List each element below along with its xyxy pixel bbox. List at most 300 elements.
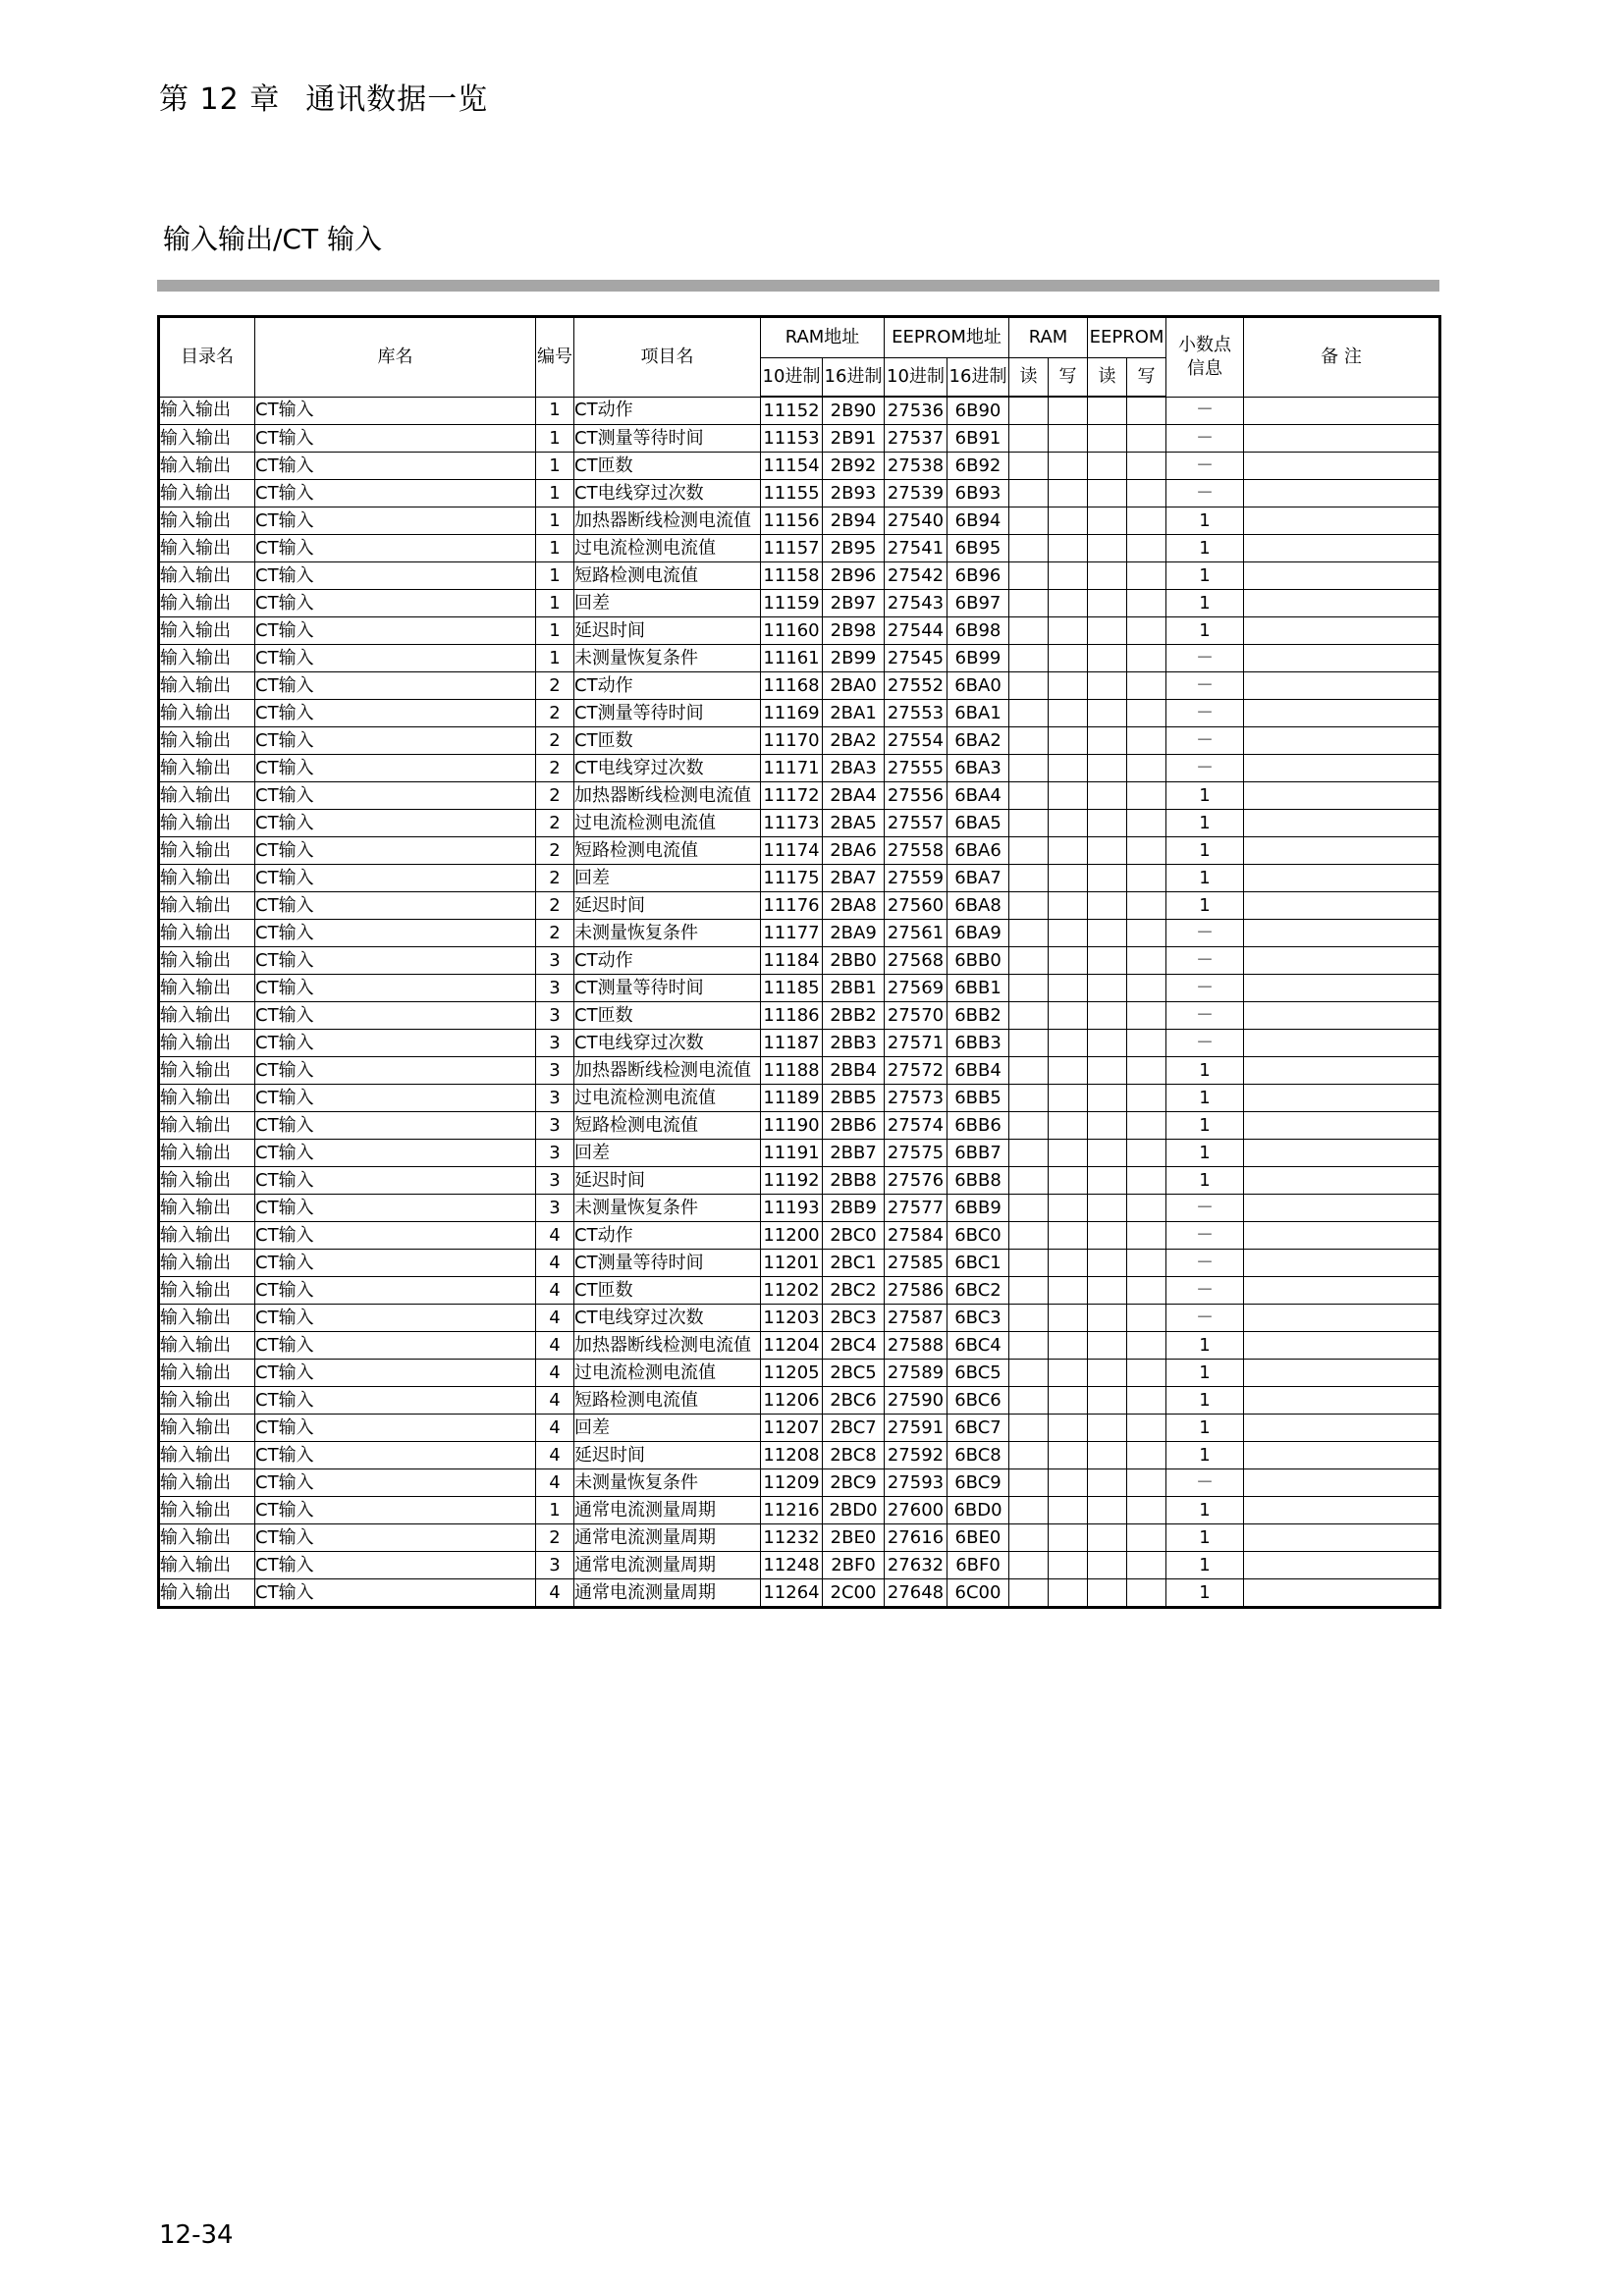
cell-ram-read xyxy=(1009,1524,1049,1552)
cell-ram-read xyxy=(1009,865,1049,892)
cell-remarks xyxy=(1244,1579,1440,1608)
cell-library: CT输入 xyxy=(255,1277,536,1305)
cell-ram-write xyxy=(1049,1167,1088,1195)
cell-item: 短路检测电流值 xyxy=(574,562,761,590)
cell-ram-write xyxy=(1049,1442,1088,1469)
cell-item: CT测量等待时间 xyxy=(574,425,761,453)
cell-remarks xyxy=(1244,425,1440,453)
cell-number: 3 xyxy=(536,1195,574,1222)
cell-eeprom-write xyxy=(1127,425,1166,453)
cell-eeprom-read xyxy=(1088,617,1127,645)
header-eeprom-dec: 10进制 xyxy=(885,358,947,398)
cell-eeprom-hex: 6BB1 xyxy=(947,975,1009,1002)
table-row xyxy=(159,782,1440,810)
cell-eeprom-write xyxy=(1127,1195,1166,1222)
cell-eeprom-dec: 27561 xyxy=(885,920,947,947)
cell-eeprom-dec: 27575 xyxy=(885,1140,947,1167)
cell-eeprom-dec: 27559 xyxy=(885,865,947,892)
cell-ram-read xyxy=(1009,727,1049,755)
cell-eeprom-read xyxy=(1088,1195,1127,1222)
cell-library: CT输入 xyxy=(255,947,536,975)
cell-ram-dec: 11189 xyxy=(761,1085,823,1112)
cell-eeprom-dec: 27536 xyxy=(885,397,947,425)
cell-number: 4 xyxy=(536,1579,574,1608)
cell-eeprom-hex: 6BB4 xyxy=(947,1057,1009,1085)
cell-eeprom-hex: 6BB7 xyxy=(947,1140,1009,1167)
cell-eeprom-read xyxy=(1088,590,1127,617)
cell-eeprom-read xyxy=(1088,425,1127,453)
cell-decimal-info: 1 xyxy=(1166,1415,1244,1442)
cell-item: 延迟时间 xyxy=(574,617,761,645)
cell-ram-write xyxy=(1049,865,1088,892)
cell-ram-hex: 2BA8 xyxy=(823,892,885,920)
cell-ram-hex: 2B93 xyxy=(823,480,885,507)
table-row xyxy=(159,590,1440,617)
cell-ram-write xyxy=(1049,755,1088,782)
cell-remarks xyxy=(1244,590,1440,617)
cell-number: 1 xyxy=(536,453,574,480)
cell-ram-write xyxy=(1049,1085,1088,1112)
cell-eeprom-dec: 27569 xyxy=(885,975,947,1002)
cell-eeprom-dec: 27540 xyxy=(885,507,947,535)
cell-decimal-info: － xyxy=(1166,1469,1244,1497)
cell-ram-dec: 11186 xyxy=(761,1002,823,1030)
cell-library: CT输入 xyxy=(255,425,536,453)
cell-eeprom-dec: 27555 xyxy=(885,755,947,782)
cell-ram-read xyxy=(1009,947,1049,975)
cell-item: 通常电流测量周期 xyxy=(574,1552,761,1579)
cell-eeprom-dec: 27552 xyxy=(885,672,947,700)
cell-catalog: 输入输出 xyxy=(159,700,255,727)
table-row xyxy=(159,1167,1440,1195)
cell-item: 短路检测电流值 xyxy=(574,1112,761,1140)
cell-ram-dec: 11170 xyxy=(761,727,823,755)
cell-ram-read xyxy=(1009,1497,1049,1524)
cell-ram-hex: 2C00 xyxy=(823,1579,885,1608)
cell-eeprom-write xyxy=(1127,892,1166,920)
cell-eeprom-read xyxy=(1088,1552,1127,1579)
chapter-number: 第 12 章 xyxy=(159,82,281,117)
cell-number: 4 xyxy=(536,1250,574,1277)
cell-ram-write xyxy=(1049,480,1088,507)
cell-catalog: 输入输出 xyxy=(159,1497,255,1524)
cell-ram-hex: 2BC3 xyxy=(823,1305,885,1332)
cell-ram-dec: 11205 xyxy=(761,1360,823,1387)
cell-ram-write xyxy=(1049,1277,1088,1305)
cell-ram-write xyxy=(1049,1030,1088,1057)
cell-ram-write xyxy=(1049,1002,1088,1030)
cell-decimal-info: 1 xyxy=(1166,1167,1244,1195)
cell-ram-read xyxy=(1009,1002,1049,1030)
cell-decimal-info: － xyxy=(1166,672,1244,700)
cell-eeprom-write xyxy=(1127,727,1166,755)
cell-library: CT输入 xyxy=(255,837,536,865)
cell-remarks xyxy=(1244,865,1440,892)
cell-ram-dec: 11193 xyxy=(761,1195,823,1222)
table-row xyxy=(159,1085,1440,1112)
cell-ram-hex: 2BA2 xyxy=(823,727,885,755)
table-row xyxy=(159,837,1440,865)
cell-item: 加热器断线检测电流值 xyxy=(574,1332,761,1360)
cell-ram-hex: 2BB7 xyxy=(823,1140,885,1167)
cell-eeprom-write xyxy=(1127,1222,1166,1250)
cell-library: CT输入 xyxy=(255,810,536,837)
cell-ram-hex: 2BB6 xyxy=(823,1112,885,1140)
cell-item: 短路检测电流值 xyxy=(574,837,761,865)
cell-ram-hex: 2BA0 xyxy=(823,672,885,700)
cell-eeprom-read xyxy=(1088,1524,1127,1552)
cell-ram-write xyxy=(1049,617,1088,645)
table-row xyxy=(159,397,1440,425)
cell-ram-dec: 11185 xyxy=(761,975,823,1002)
cell-ram-hex: 2B97 xyxy=(823,590,885,617)
cell-library: CT输入 xyxy=(255,645,536,672)
cell-eeprom-hex: 6BC0 xyxy=(947,1222,1009,1250)
cell-remarks xyxy=(1244,1195,1440,1222)
table-row xyxy=(159,1112,1440,1140)
cell-ram-write xyxy=(1049,425,1088,453)
cell-eeprom-read xyxy=(1088,892,1127,920)
cell-ram-write xyxy=(1049,1112,1088,1140)
cell-item: CT电线穿过次数 xyxy=(574,1305,761,1332)
cell-number: 1 xyxy=(536,425,574,453)
cell-eeprom-hex: 6BB9 xyxy=(947,1195,1009,1222)
cell-eeprom-dec: 27587 xyxy=(885,1305,947,1332)
cell-ram-read xyxy=(1009,1360,1049,1387)
cell-ram-hex: 2B91 xyxy=(823,425,885,453)
cell-ram-read xyxy=(1009,480,1049,507)
cell-eeprom-write xyxy=(1127,700,1166,727)
cell-item: 过电流检测电流值 xyxy=(574,1360,761,1387)
cell-remarks xyxy=(1244,1387,1440,1415)
cell-decimal-info: 1 xyxy=(1166,1057,1244,1085)
cell-eeprom-hex: 6BC6 xyxy=(947,1387,1009,1415)
cell-eeprom-read xyxy=(1088,1305,1127,1332)
cell-ram-dec: 11203 xyxy=(761,1305,823,1332)
cell-eeprom-read xyxy=(1088,1057,1127,1085)
cell-item: CT动作 xyxy=(574,947,761,975)
cell-eeprom-read xyxy=(1088,920,1127,947)
cell-eeprom-dec: 27571 xyxy=(885,1030,947,1057)
cell-eeprom-hex: 6B99 xyxy=(947,645,1009,672)
cell-eeprom-dec: 27632 xyxy=(885,1552,947,1579)
cell-item: 通常电流测量周期 xyxy=(574,1579,761,1608)
cell-ram-dec: 11192 xyxy=(761,1167,823,1195)
cell-ram-write xyxy=(1049,1524,1088,1552)
cell-ram-write xyxy=(1049,947,1088,975)
header-eeprom-write: 写 xyxy=(1127,358,1166,398)
cell-number: 4 xyxy=(536,1277,574,1305)
cell-eeprom-write xyxy=(1127,617,1166,645)
cell-decimal-info: 1 xyxy=(1166,617,1244,645)
cell-library: CT输入 xyxy=(255,397,536,425)
cell-eeprom-read xyxy=(1088,1085,1127,1112)
table-row xyxy=(159,892,1440,920)
table-row xyxy=(159,700,1440,727)
cell-remarks xyxy=(1244,810,1440,837)
cell-eeprom-hex: 6BC4 xyxy=(947,1332,1009,1360)
cell-remarks xyxy=(1244,837,1440,865)
cell-remarks xyxy=(1244,1085,1440,1112)
cell-number: 1 xyxy=(536,645,574,672)
cell-ram-hex: 2BA1 xyxy=(823,700,885,727)
cell-eeprom-read xyxy=(1088,480,1127,507)
cell-decimal-info: － xyxy=(1166,947,1244,975)
cell-item: 未测量恢复条件 xyxy=(574,1195,761,1222)
cell-ram-write xyxy=(1049,562,1088,590)
cell-decimal-info: 1 xyxy=(1166,1579,1244,1608)
cell-ram-dec: 11201 xyxy=(761,1250,823,1277)
cell-ram-read xyxy=(1009,425,1049,453)
cell-item: CT动作 xyxy=(574,1222,761,1250)
cell-catalog: 输入输出 xyxy=(159,1222,255,1250)
cell-ram-read xyxy=(1009,1167,1049,1195)
cell-catalog: 输入输出 xyxy=(159,617,255,645)
cell-decimal-info: 1 xyxy=(1166,1497,1244,1524)
cell-ram-hex: 2BB2 xyxy=(823,1002,885,1030)
cell-ram-read xyxy=(1009,1305,1049,1332)
cell-eeprom-dec: 27600 xyxy=(885,1497,947,1524)
cell-eeprom-hex: 6BC5 xyxy=(947,1360,1009,1387)
header-catalog: 目录名 xyxy=(159,317,255,398)
cell-eeprom-read xyxy=(1088,1360,1127,1387)
data-table xyxy=(157,315,1441,1609)
cell-decimal-info: 1 xyxy=(1166,590,1244,617)
cell-ram-read xyxy=(1009,1277,1049,1305)
cell-ram-write xyxy=(1049,1222,1088,1250)
cell-item: 通常电流测量周期 xyxy=(574,1497,761,1524)
cell-decimal-info: 1 xyxy=(1166,1360,1244,1387)
cell-eeprom-dec: 27590 xyxy=(885,1387,947,1415)
cell-catalog: 输入输出 xyxy=(159,1250,255,1277)
cell-eeprom-read xyxy=(1088,810,1127,837)
cell-library: CT输入 xyxy=(255,1415,536,1442)
cell-catalog: 输入输出 xyxy=(159,1195,255,1222)
cell-catalog: 输入输出 xyxy=(159,1167,255,1195)
cell-eeprom-hex: 6B91 xyxy=(947,425,1009,453)
cell-ram-write xyxy=(1049,1579,1088,1608)
cell-library: CT输入 xyxy=(255,1332,536,1360)
cell-ram-write xyxy=(1049,1387,1088,1415)
cell-ram-read xyxy=(1009,1415,1049,1442)
cell-eeprom-read xyxy=(1088,1277,1127,1305)
cell-remarks xyxy=(1244,1360,1440,1387)
cell-eeprom-hex: 6B94 xyxy=(947,507,1009,535)
cell-decimal-info: － xyxy=(1166,1195,1244,1222)
cell-eeprom-write xyxy=(1127,1415,1166,1442)
cell-remarks xyxy=(1244,1277,1440,1305)
cell-eeprom-hex: 6BC9 xyxy=(947,1469,1009,1497)
cell-library: CT输入 xyxy=(255,1552,536,1579)
table-row xyxy=(159,617,1440,645)
cell-item: 加热器断线检测电流值 xyxy=(574,782,761,810)
cell-ram-dec: 11172 xyxy=(761,782,823,810)
cell-ram-dec: 11209 xyxy=(761,1469,823,1497)
cell-ram-write xyxy=(1049,1250,1088,1277)
cell-eeprom-write xyxy=(1127,865,1166,892)
cell-library: CT输入 xyxy=(255,1360,536,1387)
header-ram-hex: 16进制 xyxy=(823,358,885,398)
cell-ram-read xyxy=(1009,617,1049,645)
cell-ram-dec: 11155 xyxy=(761,480,823,507)
cell-catalog: 输入输出 xyxy=(159,1112,255,1140)
cell-library: CT输入 xyxy=(255,590,536,617)
cell-catalog: 输入输出 xyxy=(159,1305,255,1332)
cell-library: CT输入 xyxy=(255,1030,536,1057)
cell-number: 2 xyxy=(536,920,574,947)
cell-decimal-info: 1 xyxy=(1166,782,1244,810)
cell-remarks xyxy=(1244,1140,1440,1167)
cell-number: 3 xyxy=(536,1057,574,1085)
cell-ram-hex: 2B99 xyxy=(823,645,885,672)
cell-eeprom-hex: 6BA0 xyxy=(947,672,1009,700)
cell-decimal-info: 1 xyxy=(1166,1387,1244,1415)
cell-remarks xyxy=(1244,975,1440,1002)
cell-library: CT输入 xyxy=(255,562,536,590)
header-number: 编号 xyxy=(536,317,574,398)
cell-number: 1 xyxy=(536,535,574,562)
cell-decimal-info: 1 xyxy=(1166,865,1244,892)
cell-item: CT电线穿过次数 xyxy=(574,480,761,507)
cell-eeprom-read xyxy=(1088,1469,1127,1497)
cell-decimal-info: － xyxy=(1166,700,1244,727)
cell-item: 回差 xyxy=(574,590,761,617)
table-row xyxy=(159,1195,1440,1222)
cell-number: 4 xyxy=(536,1332,574,1360)
cell-eeprom-dec: 27558 xyxy=(885,837,947,865)
cell-eeprom-dec: 27574 xyxy=(885,1112,947,1140)
header-decimal-info xyxy=(1166,317,1244,398)
cell-catalog: 输入输出 xyxy=(159,1085,255,1112)
header-remarks: 备 注 xyxy=(1244,317,1440,398)
cell-ram-read xyxy=(1009,1112,1049,1140)
cell-library: CT输入 xyxy=(255,1469,536,1497)
cell-ram-write xyxy=(1049,727,1088,755)
cell-ram-dec: 11206 xyxy=(761,1387,823,1415)
cell-ram-read xyxy=(1009,590,1049,617)
cell-library: CT输入 xyxy=(255,1250,536,1277)
cell-ram-hex: 2B95 xyxy=(823,535,885,562)
cell-decimal-info: － xyxy=(1166,480,1244,507)
header-decimal-line2: 信息 xyxy=(1187,357,1222,379)
cell-ram-dec: 11160 xyxy=(761,617,823,645)
cell-eeprom-write xyxy=(1127,1579,1166,1608)
cell-eeprom-dec: 27616 xyxy=(885,1524,947,1552)
cell-number: 2 xyxy=(536,892,574,920)
cell-ram-write xyxy=(1049,837,1088,865)
cell-eeprom-dec: 27570 xyxy=(885,1002,947,1030)
cell-eeprom-write xyxy=(1127,672,1166,700)
cell-number: 2 xyxy=(536,810,574,837)
cell-eeprom-read xyxy=(1088,1250,1127,1277)
cell-eeprom-write xyxy=(1127,1305,1166,1332)
cell-eeprom-write xyxy=(1127,562,1166,590)
page-number: 12-34 xyxy=(159,2220,234,2250)
chapter-title: 通讯数据一览 xyxy=(305,82,489,117)
cell-eeprom-hex: 6B95 xyxy=(947,535,1009,562)
cell-ram-dec: 11202 xyxy=(761,1277,823,1305)
cell-eeprom-read xyxy=(1088,837,1127,865)
header-decimal-line1: 小数点 xyxy=(1178,334,1231,355)
cell-library: CT输入 xyxy=(255,507,536,535)
cell-library: CT输入 xyxy=(255,480,536,507)
cell-catalog: 输入输出 xyxy=(159,1579,255,1608)
cell-eeprom-hex: 6BA6 xyxy=(947,837,1009,865)
cell-eeprom-write xyxy=(1127,397,1166,425)
cell-ram-dec: 11169 xyxy=(761,700,823,727)
cell-eeprom-hex: 6B97 xyxy=(947,590,1009,617)
cell-library: CT输入 xyxy=(255,727,536,755)
cell-catalog: 输入输出 xyxy=(159,425,255,453)
cell-decimal-info: 1 xyxy=(1166,1140,1244,1167)
cell-ram-write xyxy=(1049,1140,1088,1167)
cell-catalog: 输入输出 xyxy=(159,480,255,507)
cell-ram-write xyxy=(1049,535,1088,562)
cell-library: CT输入 xyxy=(255,672,536,700)
header-item: 项目名 xyxy=(574,317,761,398)
header-library: 库名 xyxy=(255,317,536,398)
table-row xyxy=(159,920,1440,947)
cell-item: CT匝数 xyxy=(574,453,761,480)
cell-remarks xyxy=(1244,1002,1440,1030)
cell-catalog: 输入输出 xyxy=(159,1030,255,1057)
table-row xyxy=(159,755,1440,782)
header-ram-address: RAM地址 xyxy=(761,317,885,358)
cell-ram-read xyxy=(1009,975,1049,1002)
cell-ram-hex: 2BA6 xyxy=(823,837,885,865)
cell-eeprom-dec: 27554 xyxy=(885,727,947,755)
header-eeprom-address: EEPROM地址 xyxy=(885,317,1009,358)
cell-catalog: 输入输出 xyxy=(159,1442,255,1469)
cell-catalog: 输入输出 xyxy=(159,1002,255,1030)
cell-catalog: 输入输出 xyxy=(159,810,255,837)
cell-eeprom-write xyxy=(1127,837,1166,865)
cell-item: CT测量等待时间 xyxy=(574,975,761,1002)
table-row xyxy=(159,975,1440,1002)
cell-ram-read xyxy=(1009,535,1049,562)
cell-ram-write xyxy=(1049,1305,1088,1332)
cell-ram-dec: 11232 xyxy=(761,1524,823,1552)
cell-number: 3 xyxy=(536,1002,574,1030)
cell-remarks xyxy=(1244,1524,1440,1552)
header-ram: RAM xyxy=(1009,317,1088,358)
cell-ram-dec: 11161 xyxy=(761,645,823,672)
cell-ram-read xyxy=(1009,645,1049,672)
cell-ram-write xyxy=(1049,1057,1088,1085)
cell-eeprom-hex: 6BB6 xyxy=(947,1112,1009,1140)
cell-eeprom-read xyxy=(1088,507,1127,535)
cell-ram-read xyxy=(1009,1332,1049,1360)
cell-remarks xyxy=(1244,672,1440,700)
table-row xyxy=(159,1277,1440,1305)
cell-catalog: 输入输出 xyxy=(159,1277,255,1305)
cell-ram-read xyxy=(1009,837,1049,865)
cell-catalog: 输入输出 xyxy=(159,947,255,975)
cell-eeprom-hex: 6BA7 xyxy=(947,865,1009,892)
cell-eeprom-write xyxy=(1127,1277,1166,1305)
cell-library: CT输入 xyxy=(255,1305,536,1332)
cell-ram-write xyxy=(1049,892,1088,920)
cell-number: 3 xyxy=(536,947,574,975)
cell-catalog: 输入输出 xyxy=(159,920,255,947)
cell-ram-read xyxy=(1009,1030,1049,1057)
cell-eeprom-dec: 27543 xyxy=(885,590,947,617)
cell-catalog: 输入输出 xyxy=(159,590,255,617)
cell-decimal-info: － xyxy=(1166,397,1244,425)
chapter-heading xyxy=(159,75,488,118)
cell-remarks xyxy=(1244,645,1440,672)
cell-eeprom-hex: 6BA9 xyxy=(947,920,1009,947)
